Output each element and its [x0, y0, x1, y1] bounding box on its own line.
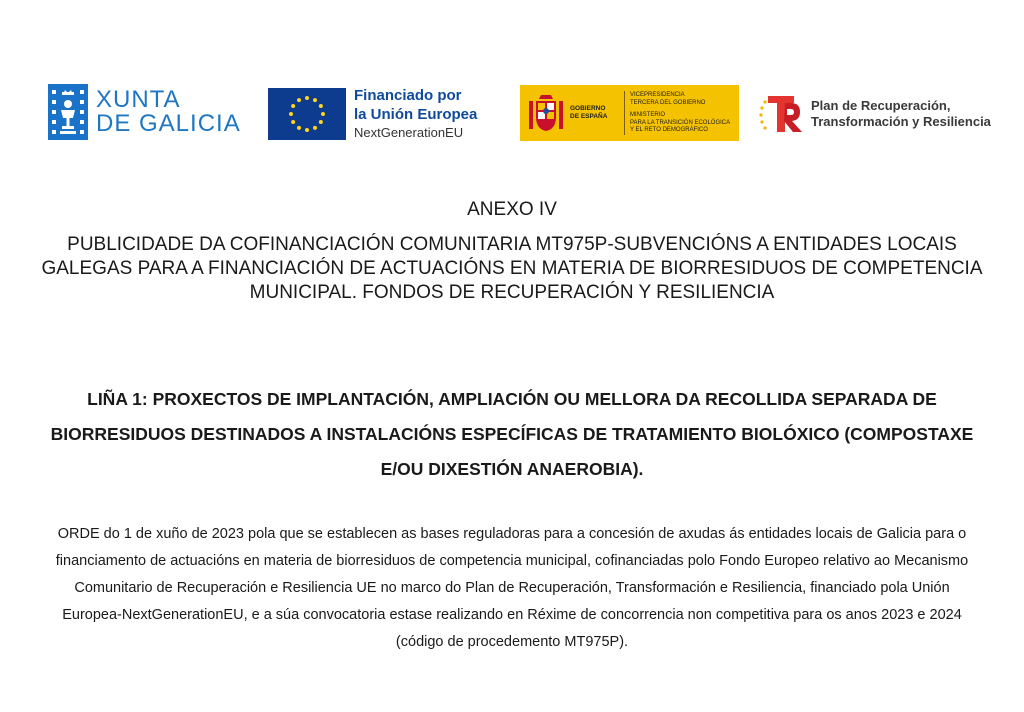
eu-star: [319, 120, 323, 124]
ministerio-line2: PARA LA TRANSICIÓN ECOLÓGICA: [630, 119, 731, 126]
orde-paragraph: ORDE do 1 de xuño de 2023 pola que se establecen as bases reguladoras para a concesión de axudas ás entidades locais de Galicia para o financiamento de actuacións en materia de biorresiduos de competencia municipal, cofinanciadas polo Fondo Europeo relativo ao Mecanismo Comunitario de Recuperación e Resiliencia UE no marco do Plan de Recuperación, Transformación e Resiliencia, financiado pola Unión Europea-NextGenerationEU, e a súa convocatoria estase realizando en Réxime de concorrencia non competitiva para os anos 2023 e 2024 (código de procedemento MT975P).: [55, 526, 969, 650]
eu-line2: la Unión Europea: [354, 106, 478, 123]
annex-heading: ANEXO IV: [467, 199, 557, 220]
eu-star: [289, 112, 293, 116]
eu-star: [313, 98, 317, 102]
eu-funding-logo: [268, 86, 477, 142]
eu-star: [291, 120, 295, 124]
vicepresidencia-line1: VICEPRESIDENCIA: [630, 92, 685, 98]
eu-star: [291, 104, 295, 108]
eu-line3: NextGenerationEU: [354, 125, 464, 140]
ministerio-line1: MINISTERIO: [630, 112, 666, 118]
gobierno-divider: [624, 91, 625, 135]
xunta-line2: DE GALICIA: [96, 110, 241, 137]
eu-star: [305, 128, 309, 132]
eu-line1: Financiado por: [354, 87, 462, 104]
prtr-line1: Plan de Recuperación,: [811, 98, 951, 113]
eu-flag-icon: [268, 88, 346, 140]
eu-star: [305, 96, 309, 100]
gobierno-line1: GOBIERNO: [570, 105, 606, 112]
eu-star: [321, 112, 325, 116]
publicity-title: PUBLICIDADE DA COFINANCIACIÓN COMUNITARIA MT975P-SUBVENCIÓNS A ENTIDADES LOCAIS GALEGAS PARA A FINANCIACIÓN DE ACTUACIÓNS EN MATERIA DE BIORRESIDUOS DE COMPETENCIA MUNICIPAL. FONDOS DE RECUPERACIÓN Y RESILIENCIA: [41, 234, 983, 303]
prtr-logo-icon: [757, 88, 809, 140]
plan-recuperacion-logo: [757, 88, 991, 140]
ministerio-line3: Y EL RETO DEMOGRÁFICO: [630, 127, 708, 133]
xunta-line1: XUNTA: [96, 86, 181, 113]
galicia-shield-icon: [48, 84, 88, 140]
eu-star: [319, 104, 323, 108]
eu-star: [297, 126, 301, 130]
spain-coat-of-arms-icon: [528, 93, 564, 133]
line-heading: LIÑA 1: PROXECTOS DE IMPLANTACIÓN, AMPLIACIÓN OU MELLORA DA RECOLLIDA SEPARADA DE BIORRESIDUOS DESTINADOS A INSTALACIÓNS ESPECÍFICAS DE TRATAMIENTO BIOLÓXICO (COMPOSTAXE E/OU DIXESTIÓN ANAEROBIA).: [50, 389, 974, 479]
logo-strip: [0, 84, 1024, 144]
gobierno-line2: DE ESPAÑA: [570, 113, 608, 120]
vicepresidencia-line2: TERCERA DEL GOBIERNO: [630, 99, 706, 106]
eu-star: [297, 98, 301, 102]
prtr-line2: Transformación y Resiliencia: [811, 114, 991, 129]
gobierno-espana-logo: [520, 85, 739, 141]
xunta-de-galicia-logo: [48, 84, 241, 140]
eu-star: [313, 126, 317, 130]
